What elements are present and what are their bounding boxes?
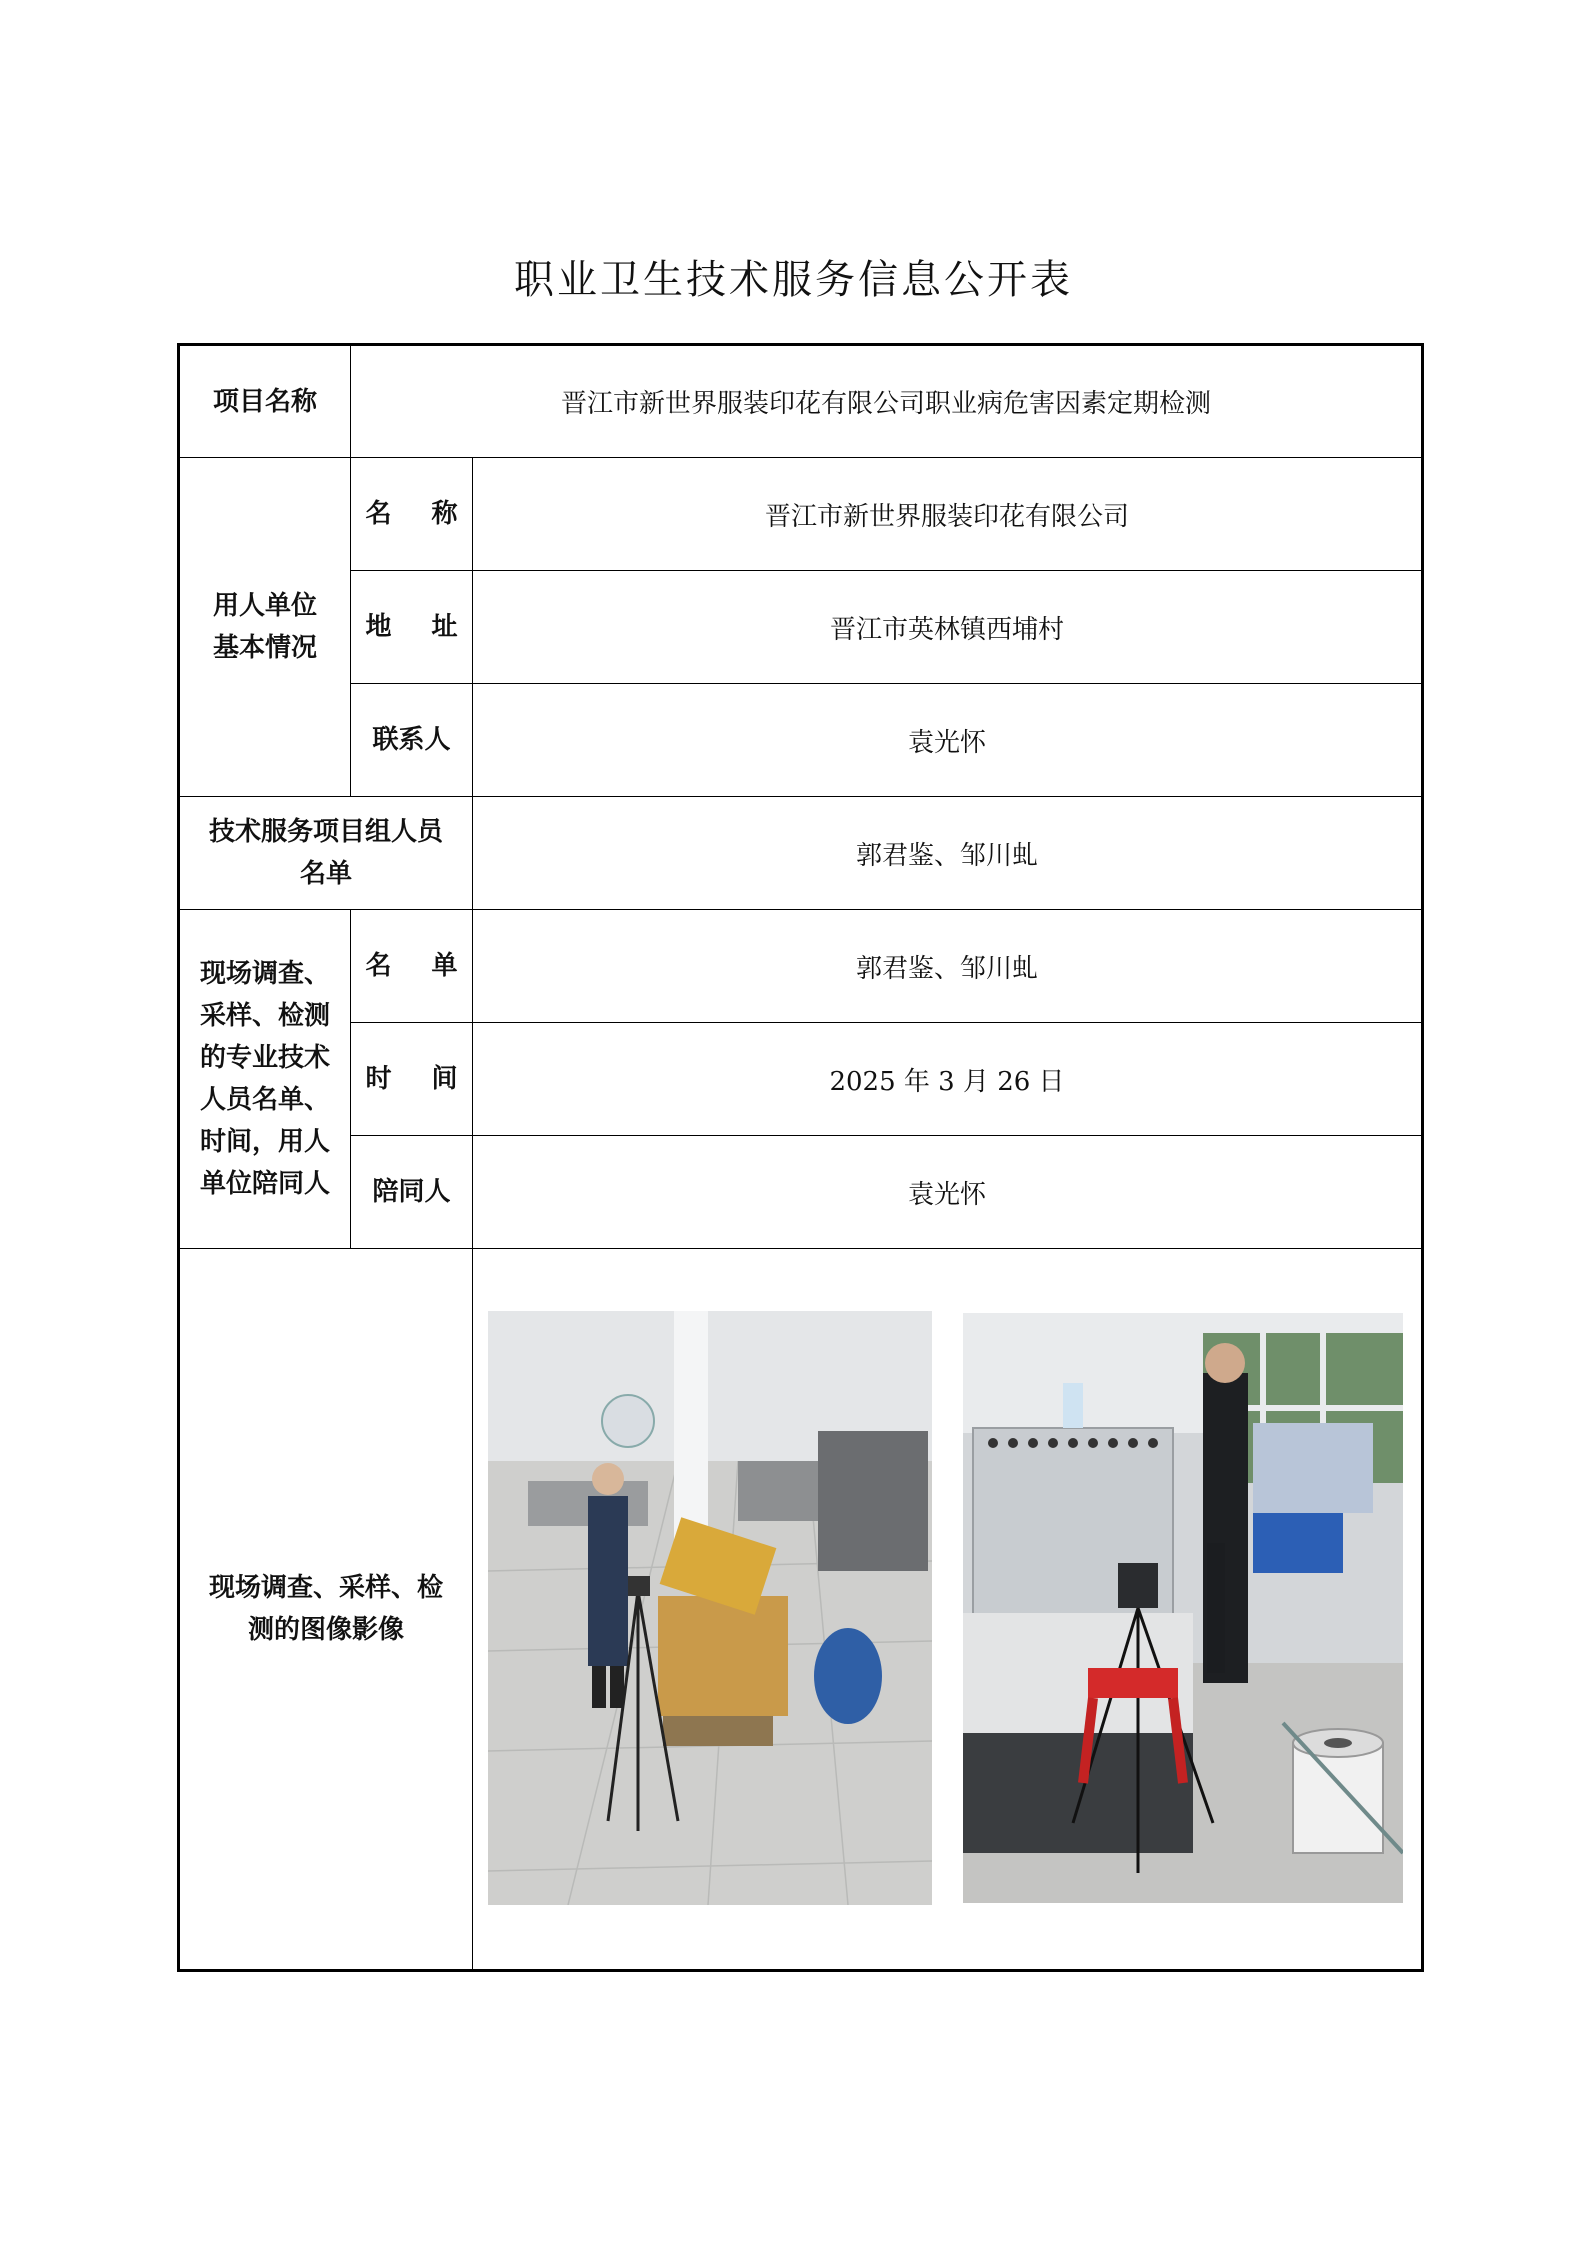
images-label	[179, 1249, 473, 1971]
employer-address-row	[179, 571, 1423, 684]
employer-name-label	[351, 458, 473, 571]
onsite-time-row	[179, 1023, 1423, 1136]
images-cell	[473, 1249, 1423, 1971]
team-row	[179, 797, 1423, 910]
employer-group-label	[179, 458, 351, 797]
employer-contact-label: 联系人	[351, 684, 473, 797]
onsite-group-label-line: 人员名单、	[199, 1085, 330, 1115]
onsite-photo-2-image	[963, 1313, 1403, 1903]
onsite-escort-row	[179, 1136, 1423, 1249]
images-label-line1: 现场调查、采样、检	[208, 1573, 443, 1603]
employer-name-label-text: 名 称	[365, 499, 458, 529]
document-title: 职业卫生技术服务信息公开表	[514, 257, 1073, 303]
employer-name-value: 晋江市新世界服装印花有限公司	[473, 458, 1423, 571]
onsite-time-value: 2025 年 3 月 26 日	[473, 1023, 1423, 1136]
onsite-group-label-line: 单位陪同人	[199, 1169, 330, 1199]
team-value: 郭君鉴、邹川虬	[473, 797, 1423, 910]
onsite-time-label	[351, 1023, 473, 1136]
onsite-names-label	[351, 910, 473, 1023]
employer-group-label-line2: 基本情况	[212, 633, 317, 663]
employer-name-row	[179, 458, 1423, 571]
onsite-names-label-text: 名 单	[365, 951, 458, 981]
employer-address-label-text: 地 址	[365, 612, 458, 642]
images-row	[179, 1249, 1423, 1971]
project-value: 晋江市新世界服装印花有限公司职业病危害因素定期检测	[351, 345, 1423, 458]
onsite-group-label-lines	[200, 953, 330, 1205]
employer-address-value: 晋江市英林镇西埔村	[473, 571, 1423, 684]
onsite-group-label-line: 现场调查、	[199, 959, 330, 989]
onsite-group-label	[179, 910, 351, 1249]
info-table	[177, 343, 1424, 1972]
employer-contact-value: 袁光怀	[473, 684, 1423, 797]
team-label-line2: 名单	[299, 859, 352, 889]
images-label-line2: 测的图像影像	[247, 1615, 404, 1645]
onsite-group-label-line: 的专业技术	[199, 1043, 330, 1073]
onsite-escort-value: 袁光怀	[473, 1136, 1423, 1249]
onsite-photo-1-image	[488, 1311, 932, 1905]
onsite-names-row	[179, 910, 1423, 1023]
onsite-group-label-line: 采样、检测	[199, 1001, 330, 1031]
employer-contact-row	[179, 684, 1423, 797]
employer-group-label-line1: 用人单位	[212, 591, 317, 621]
onsite-group-label-line: 时间，用人	[199, 1127, 330, 1157]
onsite-escort-label: 陪同人	[351, 1136, 473, 1249]
onsite-names-value: 郭君鉴、邹川虬	[473, 910, 1423, 1023]
team-label	[179, 797, 473, 910]
employer-address-label	[351, 571, 473, 684]
project-row	[179, 345, 1423, 458]
onsite-time-label-text: 时 间	[365, 1064, 458, 1094]
onsite-photo-2	[963, 1313, 1403, 1903]
onsite-photo-1	[488, 1311, 932, 1905]
project-label: 项目名称	[179, 345, 351, 458]
team-label-line1: 技术服务项目组人员	[208, 817, 443, 847]
